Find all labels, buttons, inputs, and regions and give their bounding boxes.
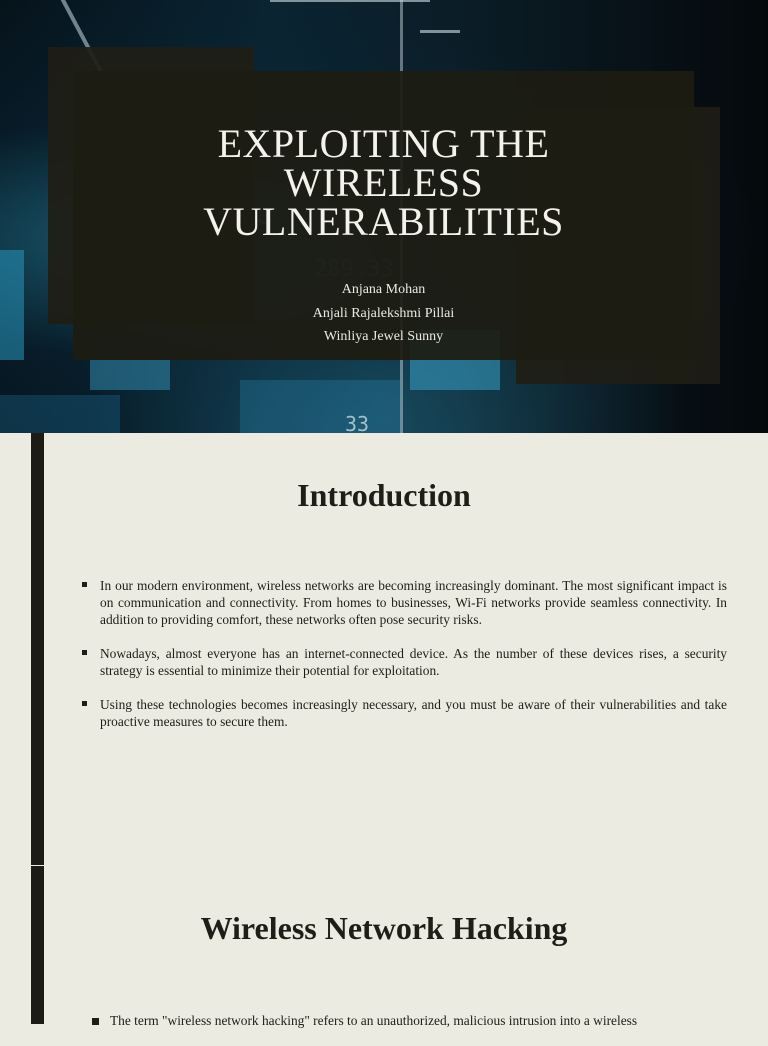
bg-bar — [0, 395, 120, 433]
slide-heading: Introduction — [297, 477, 471, 513]
bullet-list — [92, 1012, 727, 1046]
title-line: VULNERABILITIES — [203, 199, 564, 244]
author-name: Anjana Mohan — [341, 282, 426, 297]
bullet-square-icon — [82, 582, 87, 587]
bg-number: 33 — [345, 412, 370, 433]
title-line: EXPLOITING THE — [217, 121, 550, 166]
bullet-text: Using these technologies becomes increasingly necessary, and you must be aware of their vulnerabilities and take proactive measures to secure them. — [100, 697, 727, 729]
bullet-text: In our modern environment, wireless networks are becoming increasingly dominant. The most significant impact is on communication and connectivity. From homes to businesses, Wi-Fi networks provide seamless connectivity. In addition to providing comfort, these networks often pose security risks. — [100, 578, 727, 627]
slide-heading: Wireless Network Hacking — [200, 910, 568, 946]
bg-grid-line — [270, 0, 430, 2]
bg-bar — [90, 360, 170, 390]
list-item — [92, 1012, 727, 1029]
bullet-list — [82, 577, 727, 747]
bullet-square-icon — [82, 650, 87, 655]
wireless-hacking-slide — [0, 866, 768, 1028]
slide-title — [73, 121, 694, 244]
bullet-text: Nowadays, almost everyone has an internet-connected device. As the number of these devices rises, a security strategy is essential to minimize their potential for exploitation. — [100, 646, 727, 678]
bullet-text: The term "wireless network hacking" refers to an unauthorized, malicious intrusion into a wireless — [110, 1013, 638, 1028]
introduction-slide — [0, 433, 768, 865]
list-item — [82, 696, 727, 730]
author-name: Winliya Jewel Sunny — [323, 329, 444, 344]
list-item — [82, 577, 727, 628]
bg-bar — [0, 250, 24, 360]
author-list — [73, 278, 694, 349]
bg-grid-line — [420, 30, 460, 33]
title-slide — [0, 0, 768, 433]
bg-bar — [240, 380, 400, 433]
title-line: WIRELESS — [283, 160, 484, 205]
bullet-square-icon — [82, 701, 87, 706]
list-item — [82, 645, 727, 679]
author-name: Anjali Rajalekshmi Pillai — [312, 305, 455, 321]
